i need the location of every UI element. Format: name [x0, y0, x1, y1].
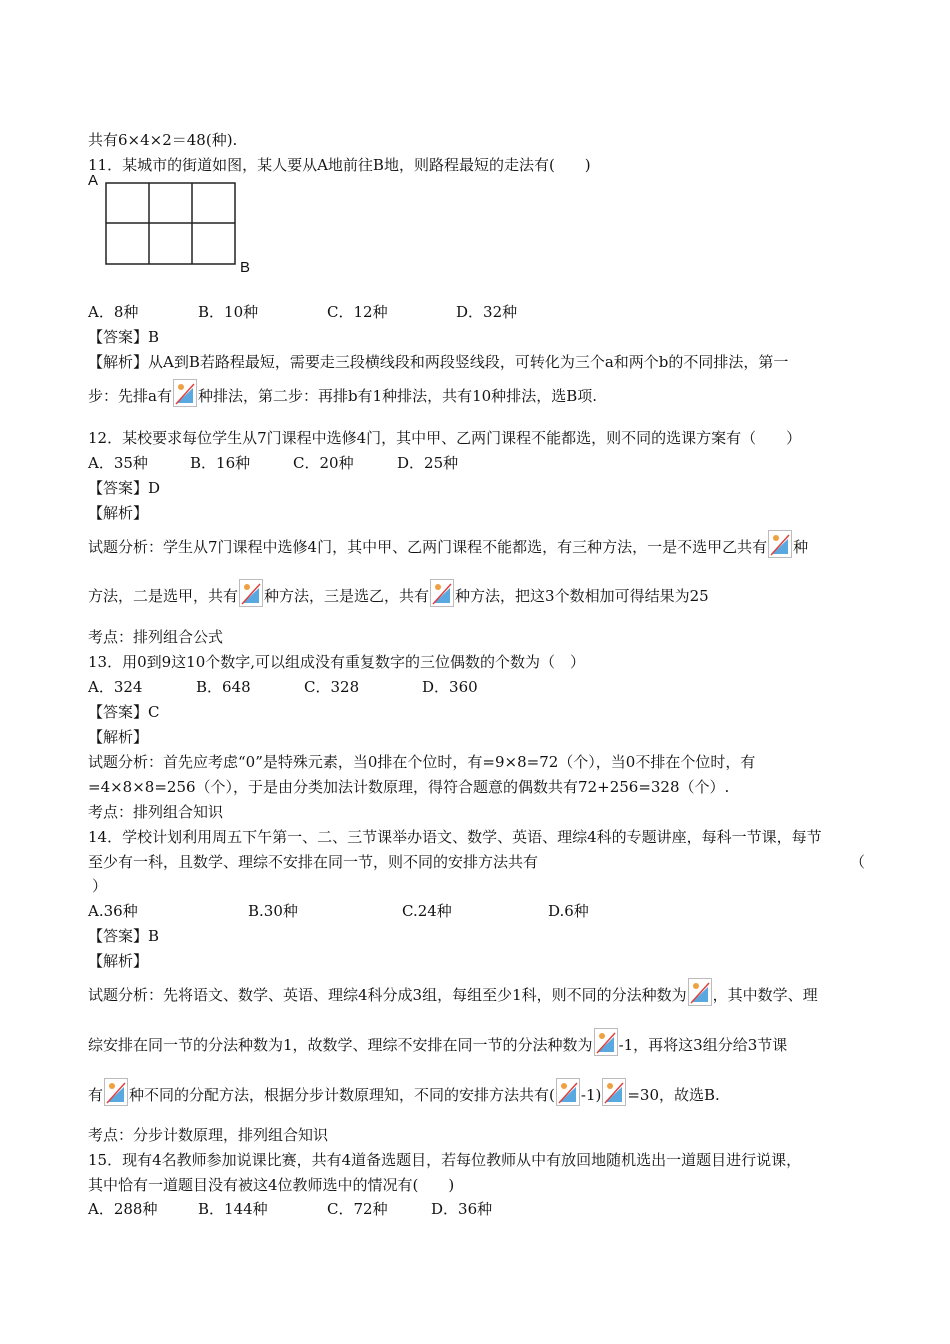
text-fragment: 种: [793, 538, 809, 556]
explanation-14-line2: [88, 1028, 787, 1056]
text-fragment: -1): [580, 1086, 602, 1104]
question-15-line2: 其中恰有一道题目没有被这4位教师选中的情况有( ): [88, 1176, 455, 1194]
broken-image-icon: [594, 1028, 618, 1056]
text-line: 共有6×4×2＝48(种).: [88, 131, 238, 149]
explanation-12-line2: [88, 579, 709, 607]
analysis-heading-14: 【解析】: [88, 952, 149, 970]
broken-image-icon: [768, 530, 792, 558]
explanation-13-line2: =4×8×8=256（个），于是由分类加法计数原理，得符合题意的偶数共有72+256=328（个）.: [88, 778, 730, 796]
text-fragment: =30，故选B.: [627, 1086, 720, 1104]
option-b: B．144种: [198, 1200, 268, 1218]
option-b: B.30种: [248, 902, 298, 920]
kaodian-12: 考点：排列组合公式: [88, 628, 224, 646]
text-fragment: 有: [88, 1086, 104, 1104]
explanation-12-line1: [88, 530, 808, 558]
text-fragment: 种不同的分配方法，根据分步计数原理知，不同的安排方法共有(: [129, 1086, 555, 1104]
question-12: 12．某校要求每位学生从7门课程中选修4门，其中甲、乙两门课程不能都选，则不同的选课方案有（ ）: [88, 429, 802, 447]
option-c: C．328: [304, 678, 360, 696]
option-b: B．10种: [198, 303, 259, 321]
option-a: A．288种: [88, 1200, 158, 1218]
point-a-label: A: [88, 172, 99, 189]
text-fragment: -1，再将这3组分给3节课: [618, 1036, 788, 1054]
option-a: A．324: [88, 678, 143, 696]
broken-image-icon: [430, 579, 454, 607]
broken-image-icon: [556, 1078, 580, 1106]
question-11: 11．某城市的街道如图，某人要从A地前往B地，则路程最短的走法有( ): [88, 156, 591, 174]
broken-image-icon: [602, 1078, 626, 1106]
answer-13: 【答案】C: [88, 703, 160, 721]
question-14-line1: 14．学校计划利用周五下午第一、二、三节课举办语文、数学、英语、理综4科的专题讲座，每科一节课，每节: [88, 828, 822, 846]
broken-image-icon: [173, 379, 197, 407]
option-d: D．32种: [456, 303, 518, 321]
option-a: A．8种: [88, 303, 139, 321]
text-fragment: 步：先排a有: [88, 387, 172, 405]
text-fragment: 种排法，第二步：再排b有1种排法，共有10种排法，选B项.: [197, 387, 597, 405]
option-d: D．25种: [397, 454, 459, 472]
option-a: A．35种: [88, 454, 148, 472]
question-14-line2: 至少有一科，且数学、理综不安排在同一节，则不同的安排方法共有: [88, 853, 539, 871]
question-13: 13．用0到9这10个数字,可以组成没有重复数字的三位偶数的个数为（ ）: [88, 653, 586, 671]
explanation-11-line1: 【解析】从A到B若路程最短，需要走三段横线段和两段竖线段，可转化为三个a和两个b的不同排法，第一: [88, 353, 789, 371]
answer-12: 【答案】D: [88, 479, 161, 497]
option-a: A.36种: [88, 902, 138, 920]
option-c: C.24种: [402, 902, 452, 920]
explanation-14-line3: [88, 1078, 720, 1106]
text-fragment: 种方法，把这3个数相加可得结果为25: [455, 587, 709, 605]
explanation-14-line1: [88, 978, 818, 1006]
text-fragment: 试题分析：学生从7门课程中选修4门，其中甲、乙两门课程不能都选，有三种方法，一是不选甲乙共有: [88, 538, 768, 556]
text-fragment: ，其中数学、理: [712, 986, 818, 1004]
kaodian-13: 考点：排列组合知识: [88, 803, 224, 821]
option-c: C．20种: [293, 454, 354, 472]
kaodian-14: 考点：分步计数原理，排列组合知识: [88, 1126, 329, 1144]
point-b-label: B: [240, 259, 251, 276]
analysis-heading-12: 【解析】: [88, 504, 149, 522]
explanation-11-line2: [88, 379, 597, 407]
option-b: B．648: [196, 678, 251, 696]
analysis-heading-13: 【解析】: [88, 728, 149, 746]
broken-image-icon: [104, 1078, 128, 1106]
broken-image-icon: [239, 579, 263, 607]
question-14-paren-open: （: [850, 853, 866, 871]
option-d: D．360: [422, 678, 478, 696]
question-15-line1: 15．现有4名教师参加说课比赛，共有4道备选题目，若每位教师从中有放回地随机选出一道题目进行说课，: [88, 1151, 802, 1169]
option-d: D.6种: [548, 902, 589, 920]
text-fragment: 种方法，三是选乙，共有: [264, 587, 430, 605]
text-fragment: 方法，二是选甲，共有: [88, 587, 239, 605]
answer-11: 【答案】B: [88, 328, 160, 346]
text-fragment: 综安排在同一节的分法种数为1，故数学、理综不安排在同一节的分法种数为: [88, 1036, 593, 1054]
broken-image-icon: [688, 978, 712, 1006]
answer-14: 【答案】B: [88, 927, 160, 945]
explanation-13-line1: 试题分析：首先应考虑“0”是特殊元素，当0排在个位时，有=9×8=72（个），当0不排在个位时，有: [88, 753, 756, 771]
question-14-paren-close: ）: [92, 877, 108, 895]
street-grid: [105, 182, 237, 266]
option-d: D．36种: [431, 1200, 493, 1218]
option-c: C．12种: [327, 303, 388, 321]
option-c: C．72种: [327, 1200, 388, 1218]
text-fragment: 试题分析：先将语文、数学、英语、理综4科分成3组，每组至少1科，则不同的分法种数为: [88, 986, 687, 1004]
option-b: B．16种: [190, 454, 251, 472]
